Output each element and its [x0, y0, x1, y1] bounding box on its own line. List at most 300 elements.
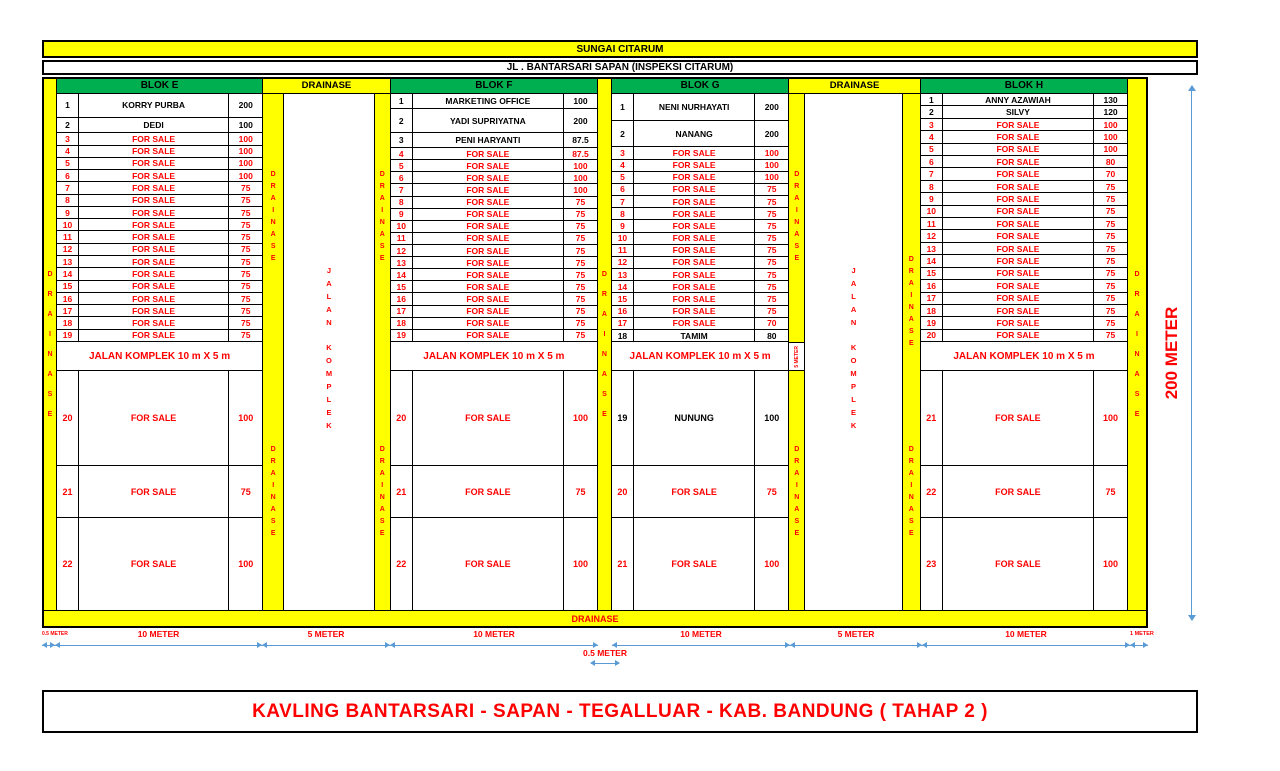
plot-row — [57, 133, 262, 145]
plot-row — [57, 281, 262, 293]
plot-row — [391, 209, 597, 221]
plot-row — [921, 230, 1127, 242]
plot-row — [57, 182, 262, 194]
plot-owner: FOR SALE — [672, 208, 716, 219]
plot-size: 75 — [228, 268, 262, 279]
jalan-komplek-band: JALAN KOMPLEK 10 m X 5 m — [57, 342, 262, 371]
plot-size: 100 — [563, 172, 597, 183]
plot-row — [391, 330, 597, 342]
plot-size: 75 — [563, 209, 597, 220]
drainase-vertical-label: D R A I N A S E — [47, 270, 53, 418]
plot-owner: FOR SALE — [132, 158, 176, 169]
plot-owner: FOR SALE — [672, 306, 716, 317]
plot-owner: FOR SALE — [466, 185, 510, 196]
river-banner-label: SUNGAI CITARUM — [576, 43, 664, 55]
height-dimension-arrow — [1191, 86, 1192, 620]
blok-g-header: BLOK G — [612, 79, 788, 94]
plot-row — [612, 330, 788, 342]
plot-owner: KORRY PURBA — [122, 100, 185, 111]
plot-owner: FOR SALE — [466, 294, 510, 304]
plot-size: 200 — [563, 109, 597, 131]
plot-owner: FOR SALE — [466, 318, 510, 329]
plot-number: 9 — [391, 209, 413, 220]
five-meter-cell: 5 METER — [788, 342, 805, 371]
blok-e-plot-list — [57, 94, 262, 342]
plot-size: 100 — [754, 172, 788, 183]
plot-size: 75 — [1093, 255, 1127, 266]
plot-number: 16 — [57, 293, 79, 304]
plot-row — [391, 94, 597, 109]
plot-owner: FOR SALE — [672, 147, 716, 158]
drainase-vertical-label: D R A I N A S E — [908, 446, 914, 537]
plot-number: 6 — [612, 184, 634, 195]
plot-number: 7 — [391, 184, 413, 195]
plot-size: 100 — [228, 133, 262, 144]
drainase-vertical-label: D R A I N A S E — [1134, 270, 1140, 418]
plot-row — [921, 119, 1127, 131]
blok-column-0 — [57, 79, 263, 610]
plot-number: 12 — [612, 257, 634, 268]
drainase-vertical-label: D R A I N A S E — [908, 256, 914, 347]
plot-owner: FOR SALE — [466, 197, 510, 208]
plot-row — [391, 518, 597, 610]
plot-number: 14 — [612, 281, 634, 292]
plot-owner: FOR SALE — [996, 193, 1040, 204]
plot-row — [57, 146, 262, 158]
plot-number: 21 — [391, 466, 413, 517]
plot-owner: FOR SALE — [996, 330, 1040, 341]
plot-number: 4 — [612, 160, 634, 171]
plot-owner: FOR SALE — [996, 255, 1040, 266]
plot-row — [921, 330, 1127, 342]
plot-size: 75 — [228, 231, 262, 242]
plot-row — [391, 148, 597, 160]
drainase-jalan-column-2 — [789, 79, 921, 610]
plot-row — [921, 371, 1127, 466]
plot-size: 75 — [1093, 218, 1127, 229]
plot-size: 100 — [228, 118, 262, 133]
plot-size: 75 — [754, 306, 788, 317]
plot-number: 10 — [921, 206, 943, 217]
plot-number: 22 — [391, 518, 413, 610]
blok-f-header: BLOK F — [391, 79, 597, 94]
plot-row — [57, 305, 262, 317]
plot-row — [612, 518, 788, 610]
blok-e-lower-plots — [57, 371, 262, 610]
plot-row — [57, 293, 262, 305]
plot-number: 23 — [921, 518, 943, 610]
plot-number: 16 — [921, 280, 943, 291]
plot-number: 2 — [612, 121, 634, 147]
plot-owner: FOR SALE — [672, 184, 716, 195]
plot-number: 13 — [612, 269, 634, 280]
plot-size: 75 — [563, 318, 597, 329]
plot-size: 75 — [563, 233, 597, 244]
plot-row — [391, 466, 597, 518]
jalan-komplek-road — [284, 94, 374, 610]
plot-size: 75 — [754, 184, 788, 195]
plot-row — [921, 280, 1127, 292]
komplek-vertical-label: K O M P L E K — [325, 343, 333, 430]
plot-number: 19 — [57, 330, 79, 341]
plot-size: 75 — [754, 257, 788, 268]
plot-row — [612, 208, 788, 220]
plot-number: 14 — [391, 269, 413, 280]
plot-number: 3 — [391, 133, 413, 147]
plot-size: 75 — [563, 466, 597, 517]
plot-row — [612, 371, 788, 466]
plot-number: 18 — [921, 305, 943, 316]
plot-owner: PENI HARYANTI — [455, 134, 521, 145]
plot-owner: FOR SALE — [995, 559, 1041, 570]
plot-number: 4 — [391, 148, 413, 159]
plot-row — [612, 281, 788, 293]
plot-number: 1 — [612, 94, 634, 120]
plot-owner: NANANG — [675, 128, 713, 139]
plot-number: 10 — [57, 219, 79, 230]
drainase-vertical-label: D R A I N A S E — [270, 446, 276, 537]
plot-row — [57, 268, 262, 280]
blok-e-header: BLOK E — [57, 79, 262, 94]
plot-size: 100 — [563, 94, 597, 108]
plot-size: 130 — [1093, 94, 1127, 105]
plot-row — [612, 293, 788, 305]
plot-row — [391, 245, 597, 257]
drainase-jalan-column-1 — [263, 79, 391, 610]
plot-number: 1 — [57, 94, 79, 117]
blok-column-3 — [921, 79, 1128, 610]
jalan-komplek-band: JALAN KOMPLEK 10 m X 5 m — [921, 342, 1127, 371]
plot-row — [57, 317, 262, 329]
jalan-vertical-label: J A L A N — [326, 266, 332, 327]
drainase-vertical-label: D R A I N A S E — [270, 171, 276, 262]
drainase-strip-right — [1128, 79, 1146, 610]
plot-row — [57, 195, 262, 207]
plot-owner: FOR SALE — [672, 160, 716, 171]
plot-owner: NENI NURHAYATI — [658, 101, 730, 112]
plot-size: 75 — [754, 269, 788, 280]
plot-owner: FOR SALE — [671, 486, 717, 497]
plot-number: 3 — [612, 147, 634, 158]
plot-row — [612, 245, 788, 257]
plot-row — [391, 160, 597, 172]
plot-row — [921, 193, 1127, 205]
plot-number: 5 — [612, 172, 634, 183]
plot-owner: DEDI — [143, 119, 164, 130]
plot-owner: FOR SALE — [132, 330, 176, 341]
plot-owner: FOR SALE — [996, 156, 1040, 167]
plot-number: 6 — [921, 156, 943, 167]
blok-column-1 — [391, 79, 598, 610]
plot-owner: FOR SALE — [996, 119, 1040, 130]
plot-number: 17 — [612, 318, 634, 329]
plot-number: 6 — [391, 172, 413, 183]
blok-f-plot-list — [391, 94, 597, 342]
dimension-segment: 0.5 METER — [42, 629, 55, 651]
plot-row — [921, 243, 1127, 255]
plot-size: 75 — [228, 219, 262, 230]
plot-owner: FOR SALE — [465, 559, 511, 570]
plot-number: 21 — [57, 466, 79, 517]
blok-f-lower-plots — [391, 371, 597, 610]
plot-number: 21 — [612, 518, 634, 610]
plot-row — [391, 281, 597, 293]
plot-number: 19 — [921, 317, 943, 328]
plot-row — [57, 94, 262, 118]
plot-owner: FOR SALE — [996, 268, 1040, 279]
drainase-strip-center — [598, 79, 612, 610]
plot-size: 75 — [563, 245, 597, 256]
plot-owner: FOR SALE — [996, 144, 1040, 155]
plot-row — [921, 305, 1127, 317]
plot-size: 100 — [228, 146, 262, 157]
plot-size: 75 — [228, 317, 262, 328]
plot-row — [391, 221, 597, 233]
plot-row — [921, 181, 1127, 193]
plot-size: 75 — [563, 221, 597, 232]
drainase-header: DRAINASE — [789, 79, 920, 94]
plot-owner: FOR SALE — [132, 318, 176, 329]
plot-number: 2 — [57, 118, 79, 133]
plot-owner: FOR SALE — [466, 330, 510, 341]
dimension-segment: 10 METER — [55, 629, 262, 651]
plot-number: 15 — [921, 268, 943, 279]
plot-owner: FOR SALE — [672, 257, 716, 268]
plot-owner: FOR SALE — [995, 413, 1041, 424]
plot-number: 12 — [921, 230, 943, 241]
plot-number: 12 — [391, 245, 413, 256]
plot-row — [57, 244, 262, 256]
plot-size: 75 — [754, 233, 788, 244]
plot-row — [57, 170, 262, 182]
road-banner-label: JL . BANTARSARI SAPAN (INSPEKSI CITARUM) — [506, 62, 734, 73]
plot-row — [921, 218, 1127, 230]
plot-size: 75 — [228, 195, 262, 206]
plot-owner: SILVY — [1005, 107, 1030, 118]
dimension-segment: 1 METER — [1130, 629, 1148, 651]
plot-number: 2 — [391, 109, 413, 131]
plot-size: 100 — [1093, 371, 1127, 465]
plot-owner: FOR SALE — [132, 244, 176, 255]
plot-row — [612, 220, 788, 232]
plot-size: 75 — [1093, 268, 1127, 279]
jalan-vertical-label: J A L A N — [850, 266, 857, 327]
plot-owner: FOR SALE — [132, 183, 176, 193]
plot-row — [612, 466, 788, 518]
plot-owner: FOR SALE — [132, 195, 176, 206]
plot-owner: FOR SALE — [466, 306, 510, 317]
height-dimension — [1150, 86, 1198, 620]
plot-row — [57, 219, 262, 231]
plot-owner: FOR SALE — [132, 219, 176, 230]
plot-row — [612, 160, 788, 172]
plot-owner: FOR SALE — [466, 245, 510, 256]
plot-owner: FOR SALE — [130, 559, 177, 570]
plot-owner: FOR SALE — [132, 133, 176, 144]
plot-owner: FOR SALE — [672, 281, 716, 292]
plot-number: 13 — [921, 243, 943, 254]
plot-number: 22 — [921, 466, 943, 517]
plot-size: 100 — [228, 158, 262, 169]
plot-size: 100 — [1093, 131, 1127, 142]
plot-number: 11 — [921, 218, 943, 229]
plot-number: 13 — [57, 256, 79, 267]
plot-row — [612, 233, 788, 245]
drainase-vertical-label: D R A I N A S E — [601, 270, 607, 418]
plot-size: 100 — [228, 518, 262, 610]
plot-owner: FOR SALE — [132, 256, 176, 267]
plot-size: 100 — [228, 170, 262, 181]
plot-number: 5 — [921, 144, 943, 155]
drainase-vertical-label: D R A I N A S E — [379, 446, 385, 537]
jalan-komplek-road — [805, 94, 902, 610]
plot-size: 75 — [1093, 280, 1127, 291]
plot-size: 200 — [754, 121, 788, 147]
plot-number: 14 — [57, 268, 79, 279]
plot-size: 75 — [228, 182, 262, 193]
plot-size: 87.5 — [563, 148, 597, 159]
blok-h-lower-plots — [921, 371, 1127, 610]
plot-number: 8 — [612, 208, 634, 219]
plot-number: 16 — [391, 293, 413, 304]
plot-size: 200 — [228, 94, 262, 117]
plot-owner: FOR SALE — [132, 293, 176, 304]
plot-owner: FOR SALE — [466, 269, 510, 280]
plot-size: 100 — [754, 371, 788, 465]
plot-size: 100 — [754, 160, 788, 171]
plot-number: 11 — [57, 231, 79, 242]
plot-owner: FOR SALE — [132, 170, 176, 181]
dimension-segment: 10 METER — [612, 629, 790, 651]
plot-number: 7 — [57, 182, 79, 193]
plot-size: 75 — [228, 256, 262, 267]
plot-number: 11 — [391, 233, 413, 244]
site-plan — [42, 77, 1148, 628]
plot-row — [391, 133, 597, 148]
plot-row — [391, 109, 597, 132]
plot-owner: FOR SALE — [132, 305, 176, 316]
plot-size: 75 — [563, 281, 597, 292]
drainase-strip-left — [44, 79, 57, 610]
plot-row — [921, 156, 1127, 168]
drainase-strip — [263, 94, 284, 610]
komplek-vertical-label: K O M P L E K — [850, 343, 857, 430]
plot-size: 75 — [1093, 181, 1127, 192]
plot-row — [57, 371, 262, 466]
plot-size: 75 — [754, 245, 788, 256]
plot-owner: FOR SALE — [132, 232, 176, 243]
plot-owner: FOR SALE — [996, 280, 1040, 291]
plot-owner: FOR SALE — [130, 486, 177, 497]
plot-size: 100 — [563, 518, 597, 610]
plot-size: 75 — [563, 293, 597, 304]
plot-size: 75 — [1093, 330, 1127, 341]
dimension-segment-center: 0.5 METER — [558, 643, 652, 664]
plot-number: 3 — [57, 133, 79, 144]
plot-owner: FOR SALE — [672, 245, 716, 256]
drainase-vertical-label: D R A I N A S E — [379, 171, 385, 262]
plot-row — [612, 94, 788, 121]
plot-owner: FOR SALE — [466, 209, 510, 220]
plot-size: 75 — [1093, 293, 1127, 304]
plot-size: 75 — [563, 197, 597, 208]
plot-size: 75 — [563, 269, 597, 280]
plot-row — [921, 518, 1127, 610]
plot-size: 100 — [563, 160, 597, 171]
plot-owner: FOR SALE — [672, 233, 716, 244]
plot-size: 100 — [563, 371, 597, 465]
plot-number: 17 — [391, 306, 413, 317]
jalan-komplek-band: JALAN KOMPLEK 10 m X 5 m — [612, 342, 788, 371]
plot-row — [57, 118, 262, 134]
plot-row — [57, 256, 262, 268]
plot-number: 7 — [921, 168, 943, 179]
jalan-komplek-band: JALAN KOMPLEK 10 m X 5 m — [391, 342, 597, 371]
plot-size: 75 — [228, 330, 262, 341]
plot-row — [921, 94, 1127, 106]
plot-owner: FOR SALE — [996, 231, 1040, 242]
plot-owner: FOR SALE — [996, 131, 1040, 142]
plot-row — [391, 371, 597, 466]
plot-row — [921, 131, 1127, 143]
plot-size: 75 — [1093, 193, 1127, 204]
plot-row — [391, 293, 597, 305]
plot-size: 100 — [1093, 518, 1127, 610]
plot-row — [921, 466, 1127, 518]
plot-row — [612, 184, 788, 196]
plot-owner: FOR SALE — [672, 196, 716, 207]
drainase-strip — [902, 94, 920, 610]
plot-number: 11 — [612, 245, 634, 256]
plot-size: 100 — [228, 371, 262, 465]
plot-owner: FOR SALE — [671, 559, 717, 570]
plot-number: 22 — [57, 518, 79, 610]
blok-h-header: BLOK H — [921, 79, 1127, 94]
plot-owner: FOR SALE — [672, 293, 716, 304]
plot-size: 75 — [1093, 305, 1127, 316]
plot-owner: FOR SALE — [132, 146, 176, 157]
plot-size: 80 — [1093, 156, 1127, 167]
plot-size: 75 — [563, 257, 597, 268]
plot-size: 100 — [563, 184, 597, 195]
plot-number: 5 — [391, 160, 413, 171]
plan-columns — [44, 79, 1146, 610]
plot-owner: FOR SALE — [996, 169, 1040, 180]
plot-row — [391, 306, 597, 318]
plot-owner: FOR SALE — [996, 243, 1040, 254]
page-title: KAVLING BANTARSARI - SAPAN - TEGALLUAR - KAB. BANDUNG ( TAHAP 2 ) — [252, 700, 988, 722]
plot-owner: FOR SALE — [466, 160, 510, 171]
plot-number: 8 — [921, 181, 943, 192]
plot-row — [921, 268, 1127, 280]
plot-row — [391, 233, 597, 245]
plot-number: 10 — [391, 221, 413, 232]
plot-number: 7 — [612, 196, 634, 207]
plot-owner: FOR SALE — [466, 148, 510, 159]
blok-g-lower-plots — [612, 371, 788, 610]
plot-number: 18 — [391, 318, 413, 329]
drainase-header: DRAINASE — [263, 79, 390, 94]
plot-owner: ANNY AZAWIAH — [985, 94, 1051, 105]
plot-owner: FOR SALE — [996, 318, 1040, 329]
plot-size: 75 — [228, 281, 262, 292]
plot-owner: FOR SALE — [132, 281, 176, 292]
plot-size: 75 — [754, 196, 788, 207]
plot-size: 75 — [754, 208, 788, 219]
drainase-strip — [374, 94, 390, 610]
plot-number: 10 — [612, 233, 634, 244]
plot-size: 75 — [1093, 206, 1127, 217]
